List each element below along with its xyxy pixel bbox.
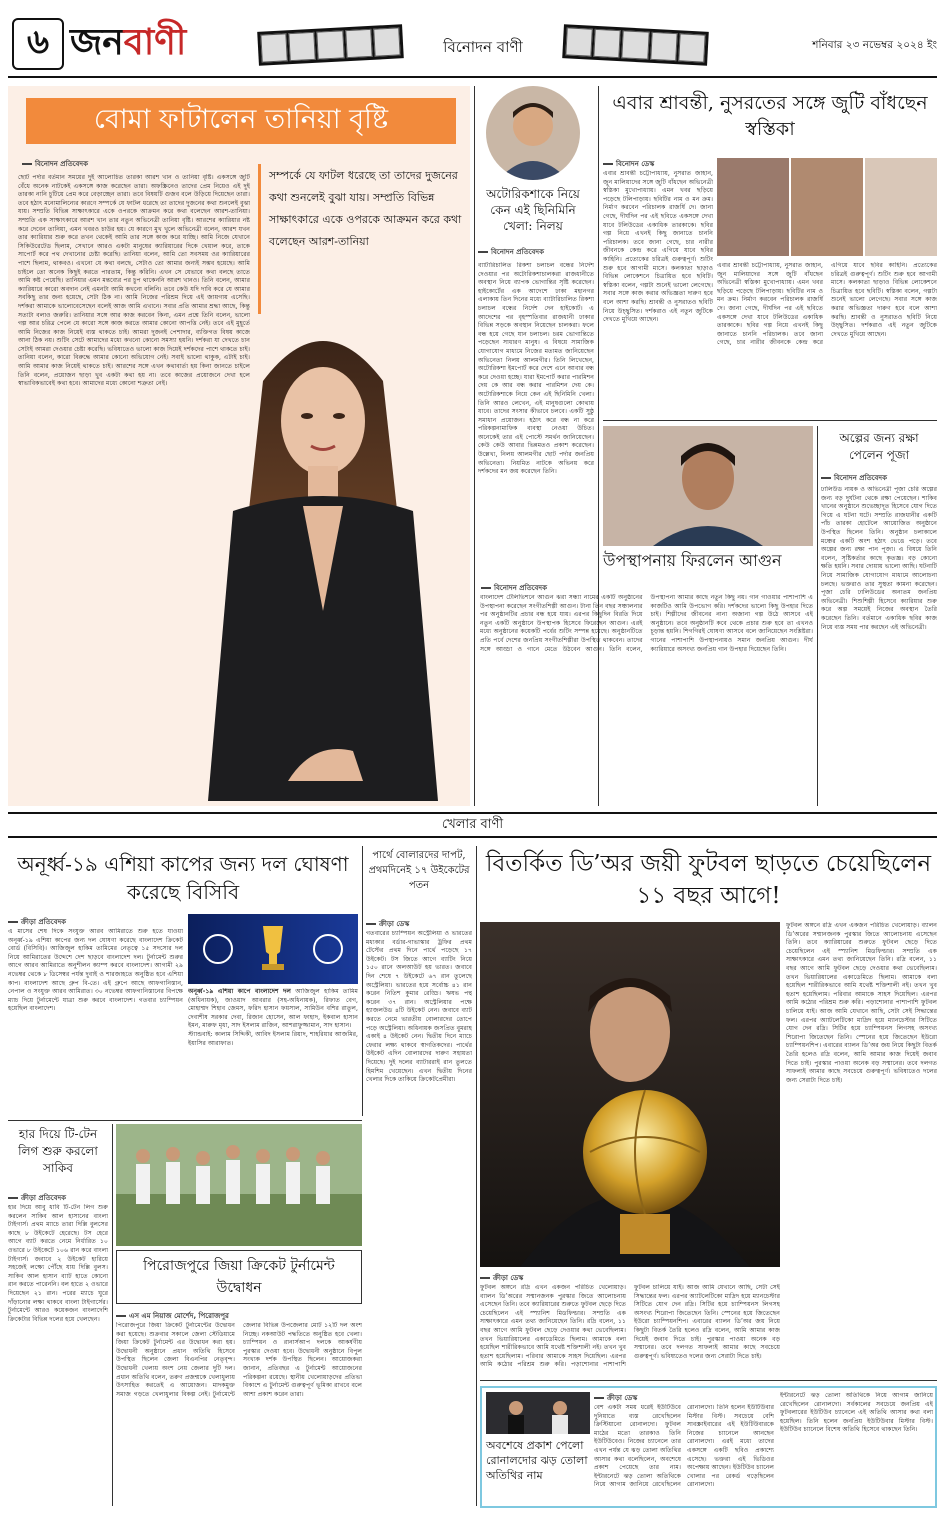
bowlers-body: গতবারের চ্যাম্পিয়ন অস্ট্রেলিয়া ও ভারতের মধ্যকার বর্ডার-গাভাস্কার ট্রফির প্রথম টেস্টের প্রথম দিনে পার্থে পড়েছে ১৭ উইকেট। টস জিতে আগে ব্যাটিং নিয়ে ১৫০ রানে অলআউট হয় ভারত। জবাবে দিন শেষে ৭ উইকেটে ৬৭ রান তুলেছে অস্ট্রেলিয়া। ভারতের হয়ে সর্বোচ্চ ৪১ রান করেন নিতিশ কুমার রেড্ডি। ঋষভ পন্থ করেন ৩৭ রান। অস্ট্রেলিয়ার পক্ষে হ্যাজলউড ৪টি উইকেট নেন। জবাবে ব্যাট করতে নেমে ভারতীয় বোলারদের তোপে পড়ে অস্ট্রেলিয়া। অধিনায়ক জসপ্রিত বুমরাহ একাই ৪ উইকেট নেন। দ্বিতীয় দিনে ম্যাচে ফেরার লক্ষ্য থাকবে স্বাগতিকদের। পার্থের উইকেট এদিন বোলারদের দারুণ সহায়তা দিয়েছে। দুই দলের ব্যাটাররাই রান তুলতে হিমশিম খেয়েছেন। এখন দ্বিতীয় দিনের খেলার দিকে তাকিয়ে ক্রিকেটপ্রেমীরা। xyxy=(366,930,472,1084)
zia-story xyxy=(116,1124,362,1506)
ronaldo-photo xyxy=(486,1392,590,1434)
pooja-byline: বিনোদন প্রতিবেদক xyxy=(821,472,887,484)
film-strip-left xyxy=(257,24,404,66)
ronaldo-headline: অবশেষে প্রকাশ পেলো রোনালদোর ঝড় তোলা অতিথির নাম xyxy=(486,1439,588,1482)
film-strip-right xyxy=(562,24,709,66)
agun-byline: বিনোদন প্রতিবেদক xyxy=(481,582,547,594)
page-number: ৬ xyxy=(26,21,50,62)
trophy-icon xyxy=(188,914,358,984)
bowlers-byline: ক্রীড়া ডেস্ক xyxy=(366,918,409,930)
nilay-photo xyxy=(486,86,580,180)
issue-date: শনিবার ২৩ নভেম্বর ২০২৪ ইং xyxy=(812,39,937,51)
srabanti-photos xyxy=(717,158,937,256)
rodri-body-bottom: ফুটবল অঙ্গনে রদ্রি এখন একজন পরিচিত খেলোয়াড়। ব্যালন ডি’অরের সম্মানজনক পুরস্কার জিতে আলোচনায় এসেছেন তিনি। তবে ক্যারিয়ারের শুরুতে ফুটবল ছেড়ে দিতে চেয়েছিলেন এই স্প্যানিশ মিডফিল্ডার। সম্প্রতি এক সাক্ষাৎকারে এমন তথ্য জানিয়েছেন তিনি। রদ্রি বলেন, ১১ বছর আগে আমি ফুটবল ছেড়ে দেওয়ার কথা ভেবেছিলাম। তখন ভিয়ারিয়ালের একাডেমিতে ছিলাম। আমাকে বলা হয়েছিল শারীরিকভাবে আমি যথেষ্ট শক্তিশালী নই। তখন খুব হতাশ হয়েছিলাম। পরিবার আমাকে সাহস দিয়েছিল। এরপর আমি কঠোর পরিশ্রম শুরু করি। পড়াশোনার পাশাপাশি ফুটবল চালিয়ে যাই। আজ আমি যেখানে আছি, সেটা সেই সিদ্ধান্তের ফল। এরপর অ্যাটলেটিকো মাদ্রিদ হয়ে ম্যানচেস্টার সিটিতে যোগ দেন রদ্রি। সিটির হয়ে চ্যাম্পিয়নস লিগসহ অসংখ্য শিরোপা জিতেছেন তিনি। স্পেনের হয়ে জিতেছেন ইউরো চ্যাম্পিয়নশিপ। এবারের ব্যালন ডি’অর জয় নিয়ে কিছুটা বিতর্ক তৈরি হলেও রদ্রি বলেন, আমি আমার কাজ দিয়েই জবাব দিতে চাই। পুরস্কার পাওয়া অনেক বড় সম্মানের। তবে দলগত সাফল্যই আমার কাছে সবচেয়ে গুরুত্বপূর্ণ। ভবিষ্যতেও দলের জন্য সেরাটা দিতে চাই। xyxy=(480,1284,780,1369)
bowlers-story xyxy=(366,846,472,1506)
rodri-headline: বিতর্কিত ডি’অর জয়ী ফুটবল ছাড়তে চেয়েছিলেন ১১ বছর আগে! xyxy=(485,851,932,909)
actress-photo-2 xyxy=(791,158,863,256)
tania-pullquote-text: সম্পর্কে যে ফাটল ধরেছে তা তাদের দুজনের কথা শুনলেই বুঝা যায়। সম্প্রতি বিভিন্ন সাক্ষাৎকারে একে ওপরকে আক্রমন করে কথা বলেছেন আরশ-তানিয়া xyxy=(269,169,462,248)
agun-photo xyxy=(603,426,813,546)
rodri-byline: ক্রীড়া ডেস্ক xyxy=(480,1272,523,1284)
ronaldo-byline: ক্রীড়া ডেস্ক xyxy=(594,1392,637,1404)
masthead xyxy=(8,8,937,78)
tania-pullquote xyxy=(258,164,462,314)
u19-body: এ মাসের শেষ দিকে সংযুক্ত আরব আমিরাতে শুরু হতে যাওয়া অনূর্ধ্ব-১৯ এশিয়া কাপের জন্য দল ঘোষণা করেছে বাংলাদেশ ক্রিকেট বোর্ড (বিসিবি)। আজিজুল হাকিম তামিমের নেতৃত্বে ১৫ সদস্যের দল নিয়ে আমিরাতের উদ্দেশে দেশ ছাড়বে বাংলাদেশ দল। টুর্নামেন্ট শুরুর আগে আরব আমিরাতে অনুশীলন ক্যাম্প করবে বাংলাদেশ। আগামী ২৯ নভেম্বর থেকে ৮ ডিসেম্বর পর্যন্ত দুবাই ও শারজাহতে অনুষ্ঠিত হবে এশিয়া কাপ। বাংলাদেশ আছে গ্রুপ বি-তে। এই গ্রুপে আছে আফগানিস্তান, নেপাল ও সংযুক্ত আরব আমিরাত। ৩০ নভেম্বর আফগানিস্তানের বিপক্ষে ম্যাচ দিয়ে টুর্নামেন্টে যাত্রা শুরু করবে বাংলাদেশ। গতবার চ্যাম্পিয়ন হয়েছিল বাংলাদেশ। xyxy=(8,928,183,1013)
nilay-headline: অটোরিকশাকে নিয়ে কেন এই ছিনিমিনি খেলা: নিলয় xyxy=(486,187,580,233)
sports-band-title: খেলার বাণী xyxy=(441,816,504,832)
u19-headline: অনূর্ধ্ব-১৯ এশিয়া কাপের জন্য দল ঘোষণা করেছে বিসিবি xyxy=(17,852,349,904)
srabanti-body-cont: এবার শ্রাবন্তী চট্টোপাধ্যায়, নুসরাত জাহান, জুন মালিয়াদের সঙ্গে জুটি বাঁধছেন অভিনেত্রী স্বস্তিকা মুখোপাধ্যায়। এমন খবর ছড়িয়ে পড়েছে টলিপাড়ায়। ছবিটির নাম ও মন ক্রম। নির্মাণ করবেন পরিচালক রাজর্ষি দে। জানা গেছে, দীর্ঘদিন পর এই ছবিতে একসঙ্গে দেখা যাবে টলিউডের একাধিক তারকাকে। ছবির গল্প নিয়ে এখনই কিছু জানাতে চাননি পরিচালক। তবে জানা গেছে, চার নারীর জীবনকে কেন্দ্র করে এগিয়ে যাবে ছবির কাহিনি। প্রত্যেকের চরিত্রই গুরুত্বপূর্ণ। শুটিং শুরু হবে আগামী মাসে। কলকাতা ছাড়াও বিভিন্ন লোকেশনে চিত্রায়িত হবে ছবিটি। স্বস্তিকা বলেন, গল্পটা শুনেই ভালো লেগেছে। সবার সঙ্গে কাজ করার অভিজ্ঞতা দারুণ হবে বলে আশা করছি। শ্রাবন্তী ও নুসরাতও ছবিটি নিয়ে উচ্ছ্বসিত। দর্শকরাও এই নতুন জুটিকে দেখতে মুখিয়ে আছেন। xyxy=(717,262,937,347)
rule-u19-right xyxy=(362,846,363,1116)
rule-bowlers-right xyxy=(476,846,477,1506)
actress-photo-1 xyxy=(717,158,789,256)
nilay-body: ব্যাটারিচালিত রিকশা চলাচল বন্ধের নির্দেশ দেওয়ার পর অটোরিকশাচালকরা রাজধানীতে অবস্থান নিয়ে ব্যাপক ভোগান্তির সৃষ্টি করেছেন। হাইকোর্টের এক আদেশে ঢাকা মহানগর এলাকায় তিন দিনের মধ্যে ব্যাটারিচালিত রিকশা চলাচল বন্ধের নির্দেশ দেন হাইকোর্ট। এ আদেশের পর বৃহস্পতিবার রাজধানী ঢাকার বিভিন্ন সড়কে অবস্থান নিয়েছেন চালকরা। ফলে বন্ধ হয়ে গেছে যান চলাচল। চরম ভোগান্তিতে পড়েছেন সাধারণ মানুষ। এ বিষয়ে সামাজিক যোগাযোগ মাধ্যমে নিজের মতামত জানিয়েছেন অভিনেতা নিলয় আলমগীর। তিনি লিখেছেন, অটোরিকশা ইমপোর্ট করে দেশে এনে আবার বন্ধ করে দেওয়া হচ্ছে। যারা ইমপোর্ট করার পারমিশন দেয় কে আর বন্ধ করার পারমিশন দেয় কে। অটোরিকশাকে নিয়ে কেন এই ছিনিমিনি খেলা। তিনি আরও লেখেন, এই মানুষগুলো কোথায় যাবে। তাদের সংসার কীভাবে চলবে। একটি সুষ্ঠু সমাধান প্রয়োজন। হঠাৎ করে বন্ধ না করে পরিকল্পনামাফিক ব্যবস্থা নেওয়া উচিত। অনেকেই তার এই পোস্টে সমর্থন জানিয়েছেন। কেউ কেউ আবার ভিন্নমতও প্রকাশ করেছেন। উল্লেখ্য, নিলয় আলমগীর ছোট পর্দার জনপ্রিয় অভিনেতা। নিয়মিত নাটকে অভিনয় করে দর্শকদের মন জয় করেছেন তিনি। xyxy=(478,262,594,476)
section-title: বিনোদন বাণী xyxy=(443,38,523,56)
masthead-rule xyxy=(8,76,937,78)
u19-squad-list: আজিজুল হাকিম তামিম (অধিনায়ক), জাওয়াদ আবরার (সহ-অধিনায়ক), রিফাত বেগ, মোহাম্মদ শিহাব জেমস, ফরিদ হাসান ফয়সাল, সামিউন বশির রাতুল, দেবাশীষ সরকার দেবা, রিজান হোসেন, আল ফাহাদ, ইকবাল হাসান ইমন, মারুফ মৃধা, সাদ ইসলাম রাজিন, আশরাফুজ্জামান, সাদ হাসান। xyxy=(188,988,358,1030)
agun-headline: উপস্থাপনায় ফিরলেন আগুন xyxy=(603,551,782,570)
pooja-headline: অল্পের জন্য রক্ষা পেলেন পূজা xyxy=(839,431,919,462)
u19-byline: ক্রীড়া প্রতিবেদক xyxy=(8,916,66,928)
ronaldo-body: বেশ একটা সময় ধরেই ইউটিউবে দুনিয়াতে ব্যস্ত রেখেছিলেন ক্রিস্টিয়ানো রোনালদো। ফুটবল মাঠের মতো তারকাও তিনি ইউটিউবেও। নিজের চ্যানেলে তার এখন পর্যন্ত যে ঝড় তোলা অতিথির আসার কথা বলেছিলেন, অবশেষে প্রকাশ পেয়েছে তার নাম। ইন্টারনেটে ঝড় তোলা অতিথিকে নিয়ে আগাম জানিয়ে রেখেছিলেন রোনালদো। তিনি হলেন ইউটিউবার মিস্টার বিস্ট। সবচেয়ে বেশি সাবস্ক্রাইবারের এই ইউটিউবারকে নিজের চ্যানেলে আনছেন রোনালদো। এরই মধ্যে তাদের একসঙ্গে একটি ছবিও প্রকাশ্যে এসেছে। ভক্তরা এই ভিডিওর অপেক্ষায় আছেন। ইউটিউব চ্যানেল খোলার পর রেকর্ড গড়েছিলেন রোনালদো। xyxy=(594,1404,774,1489)
actress-photo-3 xyxy=(865,158,937,256)
u19-squad xyxy=(188,988,358,1116)
ronaldo-story xyxy=(480,1386,937,1508)
u19-story xyxy=(8,846,358,1116)
zia-headline-box xyxy=(116,1250,362,1304)
srabanti-byline: বিনোদন ডেস্ক xyxy=(603,158,654,170)
shakib-headline: হার দিয়ে টি-টেন লিগ শুরু করলো সাকিব xyxy=(18,1127,98,1175)
rule-shakib-right xyxy=(112,1124,113,1506)
agun-body: বাংলাদেশ টেলিভিশনে আগুন ঝরা সন্ধ্যা নামের একটি অনুষ্ঠানের উপস্থাপনা করেছেন সংগীতশিল্পী আগুন। টানা তিন বছর সঞ্চালনার পর অনুষ্ঠানটির প্রচার বন্ধ হয়ে যায়। এরপর কিছুদিন বিরতি দিয়ে নতুন একটি অনুষ্ঠানে উপস্থাপক হিসেবে ফিরেছেন আগুন। এরই মধ্যে অনুষ্ঠানের কয়েকটি পর্বের শুটিং সম্পন্ন হয়েছে। অনুষ্ঠানটিতে প্রতি পর্বে দেশের জনপ্রিয় সংগীতশিল্পীরা উপস্থিত থাকবেন। তাদের সঙ্গে আড্ডা ও গানে মেতে উঠবেন আগুন। তিনি বলেন, উপস্থাপনা আমার কাছে নতুন কিছু নয়। গান গাওয়ার পাশাপাশি এ কাজটিও আমি উপভোগ করি। দর্শকদের ভালো কিছু উপহার দিতে চাই। শিল্পীদের জীবনের নানা অজানা গল্প উঠে আসবে এই অনুষ্ঠানে। তবে অনুষ্ঠানটি কবে থেকে প্রচার শুরু হবে তা এখনও চূড়ান্ত হয়নি। শিগগিরই ঘোষণা আসবে বলে জানিয়েছেন সংশ্লিষ্টরা। গানের পাশাপাশি উপস্থাপনায়ও সমান জনপ্রিয় আগুন। দীর্ঘ ক্যারিয়ারে অসংখ্য জনপ্রিয় গান উপহার দিয়েছেন তিনি। xyxy=(480,594,813,653)
rule-agun-right xyxy=(817,426,818,806)
rodri-story xyxy=(480,846,937,1376)
srabanti-body: এবার শ্রাবন্তী চট্টোপাধ্যায়, নুসরাত জাহান, জুন মালিয়াদের সঙ্গে জুটি বাঁধছেন অভিনেত্রী স্বস্তিকা মুখোপাধ্যায়। এমন খবর ছড়িয়ে পড়েছে টলিপাড়ায়। ছবিটির নাম ও মন ক্রম। নির্মাণ করবেন পরিচালক রাজর্ষি দে। জানা গেছে, দীর্ঘদিন পর এই ছবিতে একসঙ্গে দেখা যাবে টলিউডের একাধিক তারকাকে। ছবির গল্প নিয়ে এখনই কিছু জানাতে চাননি পরিচালক। তবে জানা গেছে, চার নারীর জীবনকে কেন্দ্র করে এগিয়ে যাবে ছবির কাহিনি। প্রত্যেকের চরিত্রই গুরুত্বপূর্ণ। শুটিং শুরু হবে আগামী মাসে। কলকাতা ছাড়াও বিভিন্ন লোকেশনে চিত্রায়িত হবে ছবিটি। স্বস্তিকা বলেন, গল্পটা শুনেই ভালো লেগেছে। সবার সঙ্গে কাজ করার অভিজ্ঞতা দারুণ হবে বলে আশা করছি। শ্রাবন্তী ও নুসরাতও ছবিটি নিয়ে উচ্ছ্বসিত। দর্শকরাও এই নতুন জুটিকে দেখতে মুখিয়ে আছেন। xyxy=(603,170,713,324)
page-number-badge xyxy=(12,18,64,70)
srabanti-headline: এবার শ্রাবন্তী, নুসরতের সঙ্গে জুটি বাঁধছেন স্বস্তিকা xyxy=(612,92,928,140)
tania-headline: বোমা ফাটালেন তানিয়া বৃষ্টি xyxy=(93,103,389,135)
nilay-portrait-illustration xyxy=(486,86,580,180)
rodri-trophy-illustration xyxy=(480,922,780,1267)
agun-portrait-illustration xyxy=(603,426,813,546)
tania-photo xyxy=(193,311,453,801)
bowlers-headline: পার্থে বোলারদের দাপট, প্রথমদিনেই ১৭ উইকেটের পতন xyxy=(368,850,470,891)
tania-portrait-illustration xyxy=(193,311,453,801)
logo-part-a: জন xyxy=(70,21,124,63)
ronaldo-body-2: ইন্টারনেটে ঝড় তোলা অতিথিকে নিয়ে আগাম জানিয়ে রেখেছিলেন রোনালদো। সর্বকালের সবচেয়ে জনপ্রিয় এই ফুটবলারের ইউটিউব চ্যানেলে এই অতিথি আসার কথা বলা হয়েছিল। তিনি হলেন জনপ্রিয় ইউটিউবার মিস্টার বিস্ট। ইউটিউব চ্যানেলে বিশেষ অতিথি হিসেবে থাকছেন তিনি। xyxy=(780,1392,933,1434)
studio-illustration xyxy=(486,1392,590,1434)
tania-body: ছোট পর্দার বর্তমান সময়ের দুই আলোচিত তারকা আরশ খান ও তানিয়া বৃষ্টি। একসঙ্গে জুটি বেঁধে অনেক নাটকেই একসঙ্গে কাজ করেছেন তারা। অফস্ক্রিনেও তাদের প্রেম নিয়েও এই দুই তারকা নানি চুটিয়ে প্রেম করে বেড়াচ্ছেন তারা। তবে বিষয়টি গুজব বলে উড়িয়ে দিয়েছেন তারা। তবে হঠাৎ মনোমালিন্যের কারণে সম্পর্কে যে ফাটল ধরেছে তা তাদের দুজনের কথা শুনলেই বুঝা যায়। সম্প্রতি বিভিন্ন সাক্ষাৎকারে একে ওপরকে আক্রমন করে কথা বলেছেন আরশ-তানিয়া। সম্প্রতি এক সাক্ষাৎকারে আরশ খান তার নতুন অভিনেত্রী তানিয়া বৃষ্টি। আরশের ক্যারিয়ার নষ্ট করে দেবেন তানিয়া, এমন খবরও চাউর হয়। যে কারণে মুখ খুলে অভিনেত্রী বলেন, আরশ যখন তার ক্যারিয়ার শুরু করে তখন থেকেই আমি তার সঙ্গে কাজ করে যাচ্ছি। আমি নিজে যেখানে সিকিউরেটেড ছিলাম, সেখানে আরও একটা মানুষের ক্যারিয়ারের দিকে খেয়াল করে, তাকে সাপোর্ট করে পথ দেখানোর চেষ্টা করেছি। তানিয়া বলেন, আমি তো সবসময় ওর ক্যারিয়ারের পাশে ছিলাম, থাকবও। এখনো যে কথা বলছে, সেটাও তো আমার জন্যই সম্ভব হয়েছে। আমি চাইলে তো অনেক কিছুই করতে পারতাম, কিন্তু করিনি। এখন সে যেভাবে কথা বলছে তাতে আমি কষ্ট পেয়েছি। তানিয়ার এমন মন্তব্যের পর চুপ থাকেননি আরশ খানও। তিনি বলেন, আমার ক্যারিয়ারে কারো অবদান নেই এমনটা আমি কখনো বলিনি। তবে কেউ যদি দাবি করে যে আমার সবকিছু তার জন্য হয়েছে, সেটা ঠিক না। আমি নিজের পরিশ্রম দিয়ে এই জায়গায় এসেছি। দর্শকরা আমাকে ভালোবেসেছেন বলেই আজ আমি এখানে। সবার প্রতি আমার শ্রদ্ধা আছে, কিন্তু সত্যটা বলাও জরুরি। তানিয়ার সঙ্গে আর কাজ করবেন কিনা, এমন প্রশ্নে তিনি বলেন, ভালো গল্প আর চরিত্র পেলে যে কারো সঙ্গে কাজ করতে আমার কোনো আপত্তি নেই। তবে এই মুহূর্তে আমি নিজের কাজ নিয়েই ব্যস্ত থাকতে চাই। আমরা দুজনই পেশাদার, ব্যক্তিগত বিষয় কাজে আনা ঠিক নয়। শুটিং সেটে আমাদের মধ্যে কখনো কোনো সমস্যা হয়নি। দর্শকরা যা দেখতে চান সেটাই আমরা দেওয়ার চেষ্টা করেছি। ভবিষ্যতেও ভালো কাজ দিয়েই দর্শকদের পাশে থাকতে চাই। তানিয়া বলেন, কারো বিরুদ্ধে আমার কোনো অভিযোগ নেই। সবাই ভালো থাকুক, এটাই চাই। আমি আমার কাজ নিয়েই থাকতে চাই। আরশের সঙ্গে এখন কথাবার্তা হয় কিনা জানতে চাইলে তিনি বলেন, প্রয়োজন ছাড়া খুব একটা কথা হয় না। তবে কাজের প্রয়োজনে দেখা হলে স্বাভাবিকভাবেই কথা হবে। আমাদের মধ্যে কোনো শত্রুতা নেই। xyxy=(18,174,250,388)
ceremony-illustration xyxy=(116,1124,362,1246)
rodri-body-right: ফুটবল অঙ্গনে রদ্রি এখন একজন পরিচিত খেলোয়াড়। ব্যালন ডি’অরের সম্মানজনক পুরস্কার জিতে আলোচনায় এসেছেন তিনি। তবে ক্যারিয়ারের শুরুতে ফুটবল ছেড়ে দিতে চেয়েছিলেন এই স্প্যানিশ মিডফিল্ডার। সম্প্রতি এক সাক্ষাৎকারে এমন তথ্য জানিয়েছেন তিনি। রদ্রি বলেন, ১১ বছর আগে আমি ফুটবল ছেড়ে দেওয়ার কথা ভেবেছিলাম। তখন ভিয়ারিয়ালের একাডেমিতে ছিলাম। আমাকে বলা হয়েছিল শারীরিকভাবে আমি যথেষ্ট শক্তিশালী নই। তখন খুব হতাশ হয়েছিলাম। পরিবার আমাকে সাহস দিয়েছিল। এরপর আমি কঠোর পরিশ্রম শুরু করি। পড়াশোনার পাশাপাশি ফুটবল চালিয়ে যাই। আজ আমি যেখানে আছি, সেটা সেই সিদ্ধান্তের ফল। এরপর অ্যাটলেটিকো মাদ্রিদ হয়ে ম্যানচেস্টার সিটিতে যোগ দেন রদ্রি। সিটির হয়ে চ্যাম্পিয়নস লিগসহ অসংখ্য শিরোপা জিতেছেন তিনি। স্পেনের হয়ে জিতেছেন ইউরো চ্যাম্পিয়নশিপ। এবারের ব্যালন ডি’অর জয় নিয়ে কিছুটা বিতর্ক তৈরি হলেও রদ্রি বলেন, আমি আমার কাজ দিয়েই জবাব দিতে চাই। পুরস্কার পাওয়া অনেক বড় সম্মানের। তবে দলগত সাফল্যই আমার কাছে সবচেয়ে গুরুত্বপূর্ণ। ভবিষ্যতেও দলের জন্য সেরাটা দিতে চাই। xyxy=(786,922,937,1084)
rodri-photo xyxy=(480,922,780,1267)
sports-band xyxy=(8,812,937,838)
rule-srabanti-bottom xyxy=(603,420,937,421)
shakib-byline: ক্রীড়া প্রতিবেদক xyxy=(8,1192,66,1204)
nilay-byline: বিনোদন প্রতিবেদক xyxy=(478,246,544,258)
rule-rodri-bottom xyxy=(480,1380,937,1381)
rule-u19-bottom xyxy=(8,1120,362,1121)
zia-byline: এস এম নিয়াজ মোর্শেদ, পিরোজপুর xyxy=(116,1310,229,1322)
tania-story xyxy=(8,86,470,806)
zia-body: পিরোজপুরে জিয়া ক্রিকেট টুর্নামেন্টের উদ্বোধন করা হয়েছে। শুক্রবার সকালে জেলা স্টেডিয়ামে জিয়া ক্রিকেট টুর্নামেন্ট এর উদ্বোধন করা হয়। উদ্বোধনী অনুষ্ঠানে প্রধান অতিথি হিসেবে উপস্থিত ছিলেন জেলা বিএনপির নেতৃবৃন্দ। উদ্বোধনী খেলায় অংশ নেয় জেলার দুটি দল। প্রধান অতিথি বলেন, তরুণ প্রজন্মকে খেলাধুলায় উৎসাহিত করতেই এ আয়োজন। মাদকমুক্ত সমাজ গড়তে খেলাধুলার বিকল্প নেই। টুর্নামেন্টে জেলার বিভিন্ন উপজেলার মোট ১২টি দল অংশ নিচ্ছে। নকআউট পদ্ধতিতে অনুষ্ঠিত হবে খেলা। চ্যাম্পিয়ন ও রানার্সআপ দলকে আকর্ষণীয় পুরস্কার দেওয়া হবে। উদ্বোধনী অনুষ্ঠানে বিপুল সংখ্যক দর্শক উপস্থিত ছিলেন। আয়োজকরা জানান, প্রতিবছর এ টুর্নামেন্ট আয়োজনের পরিকল্পনা রয়েছে। স্থানীয় খেলোয়াড়দের প্রতিভা বিকাশে এ টুর্নামেন্ট গুরুত্বপূর্ণ ভূমিকা রাখবে বলে আশা প্রকাশ করেন তারা। xyxy=(116,1322,362,1398)
zia-headline: পিরোজপুরে জিয়া ক্রিকেট টুর্নামেন্ট উদ্বোধন xyxy=(143,1258,335,1296)
shakib-body: হার দিয়ে আবু ধাবি টি-টেন লিগ শুরু করলেন সাকিব আল হাসানের বাংলা টাইগার্স। প্রথম ম্যাচে তারা দিল্লি বুলসের কাছে ৮ উইকেটে হেরেছে। টস হেরে আগে ব্যাট করতে নেমে নির্ধারিত ১০ ওভারে ৮ উইকেটে ১০৬ রান করে বাংলা টাইগার্স। জবাবে ২ উইকেট হারিয়ে সহজেই লক্ষ্যে পৌঁছে যায় দিল্লি বুলস। সাকিব আল হাসান ব্যাট হাতে কোনো রান করতে পারেননি। বল হাতে ২ ওভারে দিয়েছেন ২১ রান। পরের ম্যাচে ঘুরে দাঁড়ানোর লক্ষ্য থাকবে বাংলা টাইগার্সের। টুর্নামেন্টে আরও কয়েকজন বাংলাদেশি ক্রিকেটার বিভিন্ন দলের হয়ে খেলছেন। xyxy=(8,1204,108,1323)
pooja-story xyxy=(821,430,937,806)
logo xyxy=(70,20,186,70)
u19-standby: স্ট্যান্ডবাই: কালাম সিদ্দিকী, আবিদ ইসলাম রিয়াদ, শাহরিয়ার আজমির, ইয়াসির আরাফাত। xyxy=(188,1030,358,1047)
asia-cup-graphic xyxy=(188,914,358,984)
logo-part-b: বাণী xyxy=(123,21,187,63)
zia-photo xyxy=(116,1124,362,1246)
tania-byline: বিনোদন প্রতিবেদক xyxy=(22,158,88,170)
rule-tania-right xyxy=(474,86,475,806)
pooja-body: ঢালিউড নায়ক ও অভিনেত্রী পূজা চেরি অল্পের জন্য বড় দুর্ঘটনা থেকে রক্ষা পেয়েছেন। শাকিব খানের অনুষ্ঠানে শুভেচ্ছাদূত হিসেবে যোগ দিতে গিয়ে এ ঘটনা ঘটে। সম্প্রতি রাজধানীর একটি পাঁচ তারকা হোটেলে আয়োজিত অনুষ্ঠানে উপস্থিত ছিলেন তিনি। অনুষ্ঠান চলাকালে মঞ্চের একটি অংশ হঠাৎ ভেঙে পড়ে। তবে অল্পের জন্য রক্ষা পান পূজা। এ বিষয়ে তিনি বলেন, সৃষ্টিকর্তার কাছে কৃতজ্ঞ। বড় কোনো ক্ষতি হয়নি। সবার দোয়ায় ভালো আছি। ঘটনাটি নিয়ে সামাজিক যোগাযোগ মাধ্যমে আলোচনা চলছে। ভক্তরাও তার সুস্থতা কামনা করেছেন। পূজা চেরি ঢালিউডের অন্যতম জনপ্রিয় অভিনেত্রী। শিশুশিল্পী হিসেবে ক্যারিয়ার শুরু করে অল্প সময়েই নিজের অবস্থান তৈরি করেছেন তিনি। বর্তমানে একাধিক ছবির কাজ নিয়ে ব্যস্ত সময় পার করছেন এই অভিনেত্রী। xyxy=(821,486,937,631)
tania-headline-box xyxy=(26,98,456,144)
u19-squad-title: অনূর্ধ্ব-১৯ এশিয়া কাপে বাংলাদেশ দল xyxy=(188,988,291,995)
shakib-story xyxy=(8,1124,108,1506)
